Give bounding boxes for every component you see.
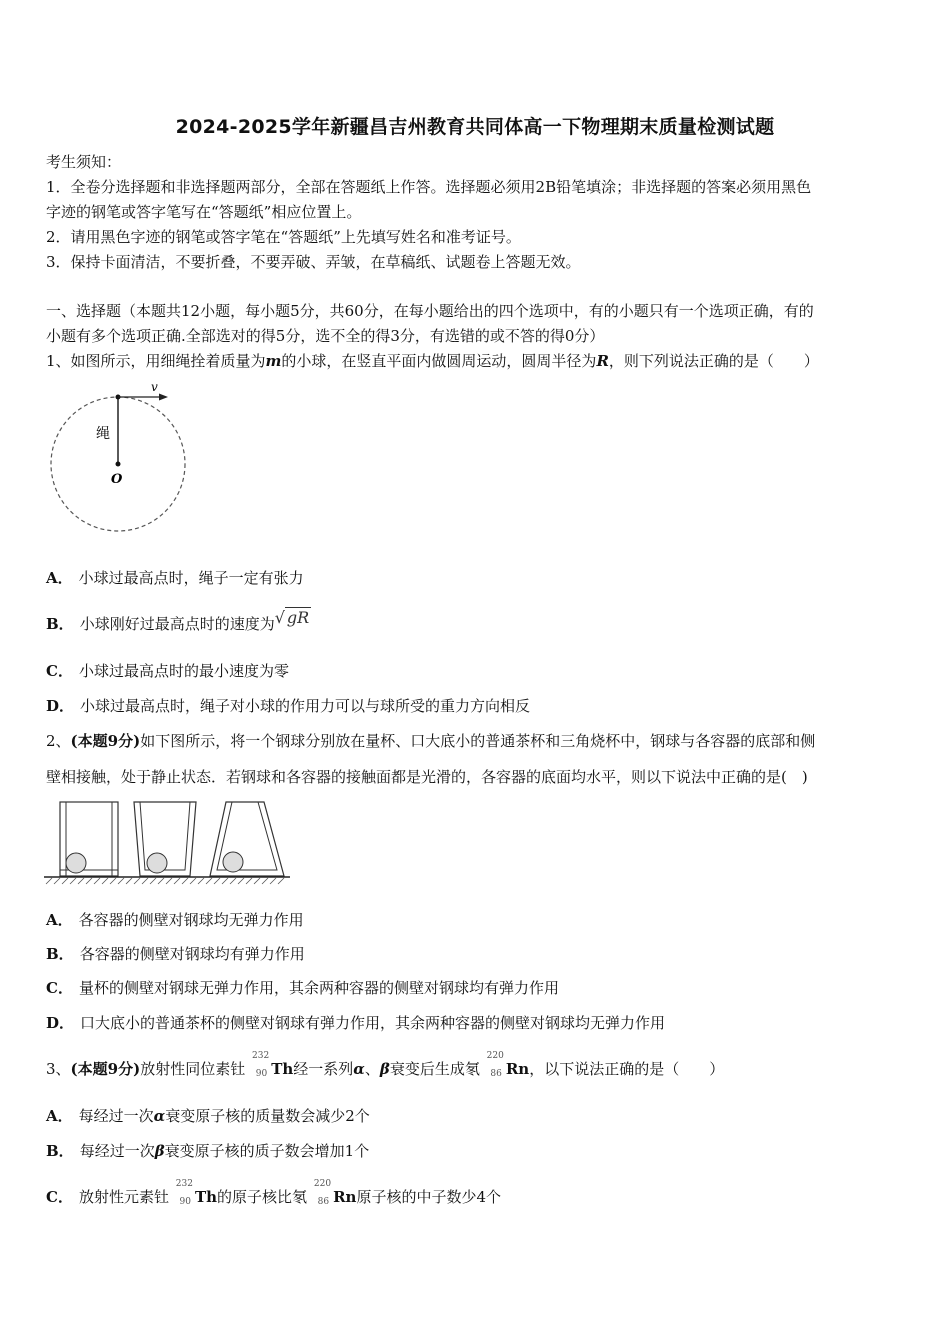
q2-option-a-text: 各容器的侧壁对钢球均无弹力作用	[78, 911, 304, 929]
section-heading-a: 一、选择题（本题共12小题，每小题5分，共60分，在每小题给出的四个选项中，有的小题只有一个选项正确，有的	[46, 302, 814, 320]
q3-stem	[46, 1051, 725, 1080]
section-heading-b: 小题有多个选项正确.全部选对的得5分，选不全的得3分，有选错的或不答的得0分）	[46, 327, 605, 345]
q1-option-c	[46, 661, 289, 681]
c-thorium-atomic-number: 90	[179, 1197, 191, 1207]
radon-mass-number: 220	[486, 1051, 504, 1061]
thorium-atomic-number: 90	[255, 1069, 268, 1079]
q1-stem-b: 的小球，在竖直平面内做圆周运动，圆周半径为	[281, 352, 597, 370]
q2-option-b-label: B．	[46, 945, 74, 963]
radon-symbol: Rn	[505, 1060, 530, 1078]
q3-option-c-thorium-isotope	[169, 1179, 195, 1208]
q3-stem-a: 放射性同位素钍	[140, 1060, 246, 1078]
q3-number: 3、	[46, 1060, 71, 1078]
thorium-mass-number: 232	[252, 1051, 270, 1061]
q3-option-b-text-a: 每经过一次	[79, 1142, 155, 1160]
q1-option-b-label: B．	[46, 615, 74, 633]
q1-option-a-text: 小球过最高点时，绳子一定有张力	[78, 569, 304, 587]
q3-option-b-text-b: 衰变原子核的质子数会增加1个	[164, 1142, 370, 1160]
q2-option-b-text: 各容器的侧壁对钢球均有弹力作用	[79, 945, 305, 963]
c-radon-mass-number: 220	[313, 1179, 332, 1189]
q3-option-c	[46, 1179, 501, 1208]
q2-measuring-cup	[60, 802, 118, 876]
q2-ball-2	[147, 853, 167, 873]
q3-stem-c: 衰变后生成氡	[389, 1060, 480, 1078]
q1-rope-label: 绳	[96, 426, 110, 442]
q1-circle-figure	[46, 380, 196, 540]
q1-radius-symbol: R	[596, 352, 609, 370]
q1-arrow-head	[159, 394, 168, 401]
q2-option-c-text: 量杯的侧壁对钢球无弹力作用，其余两种容器的侧壁对钢球均有弹力作用	[78, 979, 559, 997]
q3-radon-isotope	[480, 1051, 506, 1080]
q3-option-a-text-b: 衰变原子核的质量数会减少2个	[165, 1107, 370, 1125]
q1-option-c-text: 小球过最高点时的最小速度为零	[78, 662, 289, 680]
q2-ball-1	[66, 853, 86, 873]
q3-option-b-label: B．	[46, 1142, 74, 1160]
thorium-symbol: Th	[271, 1060, 294, 1078]
q2-option-c-label: C．	[46, 979, 73, 997]
q2-option-c	[46, 978, 559, 998]
q1-option-b-text: 小球刚好过最高点时的速度为	[79, 615, 275, 633]
notice-item-1a: 1．全卷分选择题和非选择题两部分，全部在答题纸上作答。选择题必须用2B铅笔填涂；非选择题的答案必须用黑色	[46, 178, 812, 196]
q2-containers-figure	[44, 798, 294, 888]
q2-option-a	[46, 910, 304, 930]
notice-item-3: 3．保持卡面清洁，不要折叠，不要弄破、弄皱，在草稿纸、试题卷上答题无效。	[46, 253, 581, 271]
q1-option-d-label: D．	[46, 697, 75, 715]
q3-option-b-beta: β	[154, 1142, 165, 1160]
q2-stem-a	[46, 731, 815, 751]
q2-option-d-label: D．	[46, 1014, 75, 1032]
q1-stem-a: 1、如图所示，用细绳拴着质量为	[46, 352, 266, 370]
c-radon-atomic-number: 86	[317, 1197, 330, 1207]
c-thorium-mass-number: 232	[175, 1179, 193, 1189]
q2-option-a-label: A．	[46, 911, 73, 929]
q1-option-c-label: C．	[46, 662, 73, 680]
q2-conical-flask	[210, 802, 284, 876]
q1-option-a	[46, 568, 304, 588]
q3-option-a-alpha: α	[153, 1107, 166, 1125]
q2-score: (本题9分)	[70, 732, 141, 750]
q1-option-d-text: 小球过最高点时，绳子对小球的作用力可以与球所受的重力方向相反	[80, 697, 531, 715]
q2-option-d	[46, 1013, 665, 1033]
q2-stem-b: 壁相接触，处于静止状态．若钢球和各容器的接触面都是光滑的，各容器的底面均水平，则以下说法中正确的是( )	[46, 768, 808, 786]
c-radon-symbol: Rn	[333, 1188, 357, 1206]
q3-option-c-text-c: 原子核的中子数少4个	[356, 1188, 501, 1206]
q1-sqrt-expression: √ gR	[274, 608, 310, 627]
q2-option-d-text: 口大底小的普通茶杯的侧壁对钢球有弹力作用，其余两种容器的侧壁对钢球均无弹力作用	[80, 1014, 666, 1032]
q1-option-b	[46, 608, 311, 634]
q3-beta-symbol: β	[379, 1060, 390, 1078]
q1-option-d	[46, 696, 530, 716]
q1-mass-symbol: m	[265, 352, 282, 370]
q2-ground-hatching	[46, 878, 284, 884]
q2-ball-3	[223, 852, 243, 872]
q3-stem-b: 经一系列	[293, 1060, 354, 1078]
notice-item-2: 2．请用黑色字迹的钢笔或答字笔在“答题纸”上先填写姓名和准考证号。	[46, 228, 521, 246]
q3-stem-d: ，以下说法正确的是（ ）	[529, 1060, 725, 1078]
notice-heading: 考生须知：	[46, 153, 122, 171]
q1-stem	[46, 351, 819, 371]
notice-item-1b: 字迹的钢笔或答字笔写在“答题纸”相应位置上。	[46, 203, 362, 221]
q3-separator: 、	[364, 1060, 380, 1078]
q2-number: 2、	[46, 732, 71, 750]
q3-option-a	[46, 1106, 370, 1126]
page-title: 2024-2025学年新疆昌吉州教育共同体高一下物理期末质量检测试题	[175, 116, 775, 138]
q3-option-c-label: C．	[46, 1188, 73, 1206]
q1-velocity-label: v	[151, 380, 158, 394]
q3-option-c-radon-isotope	[307, 1179, 333, 1208]
q1-sqrt-radicand: gR	[286, 608, 310, 627]
q3-alpha-symbol: α	[353, 1060, 365, 1078]
q3-option-b	[46, 1141, 369, 1161]
q3-option-a-label: A．	[46, 1107, 73, 1125]
q1-stem-c: ，则下列说法正确的是（ ）	[608, 352, 819, 370]
q3-thorium-isotope	[245, 1051, 271, 1080]
c-thorium-symbol: Th	[194, 1188, 218, 1206]
q1-center-label: O	[111, 472, 123, 487]
radon-atomic-number: 86	[490, 1069, 502, 1079]
q3-option-a-text-a: 每经过一次	[78, 1107, 154, 1125]
q1-center-point	[116, 462, 121, 467]
q3-option-c-text-b: 的原子核比氡	[217, 1188, 308, 1206]
q2-tea-cup	[134, 802, 196, 876]
q1-option-a-label: A．	[46, 569, 73, 587]
q3-option-c-text-a: 放射性元素钍	[78, 1188, 169, 1206]
q2-option-b	[46, 944, 305, 964]
q2-stem-a-text: 如下图所示，将一个钢球分别放在量杯、口大底小的普通茶杯和三角烧杯中，钢球与各容器的底部和侧	[140, 732, 816, 750]
q3-score: (本题9分)	[70, 1060, 141, 1078]
